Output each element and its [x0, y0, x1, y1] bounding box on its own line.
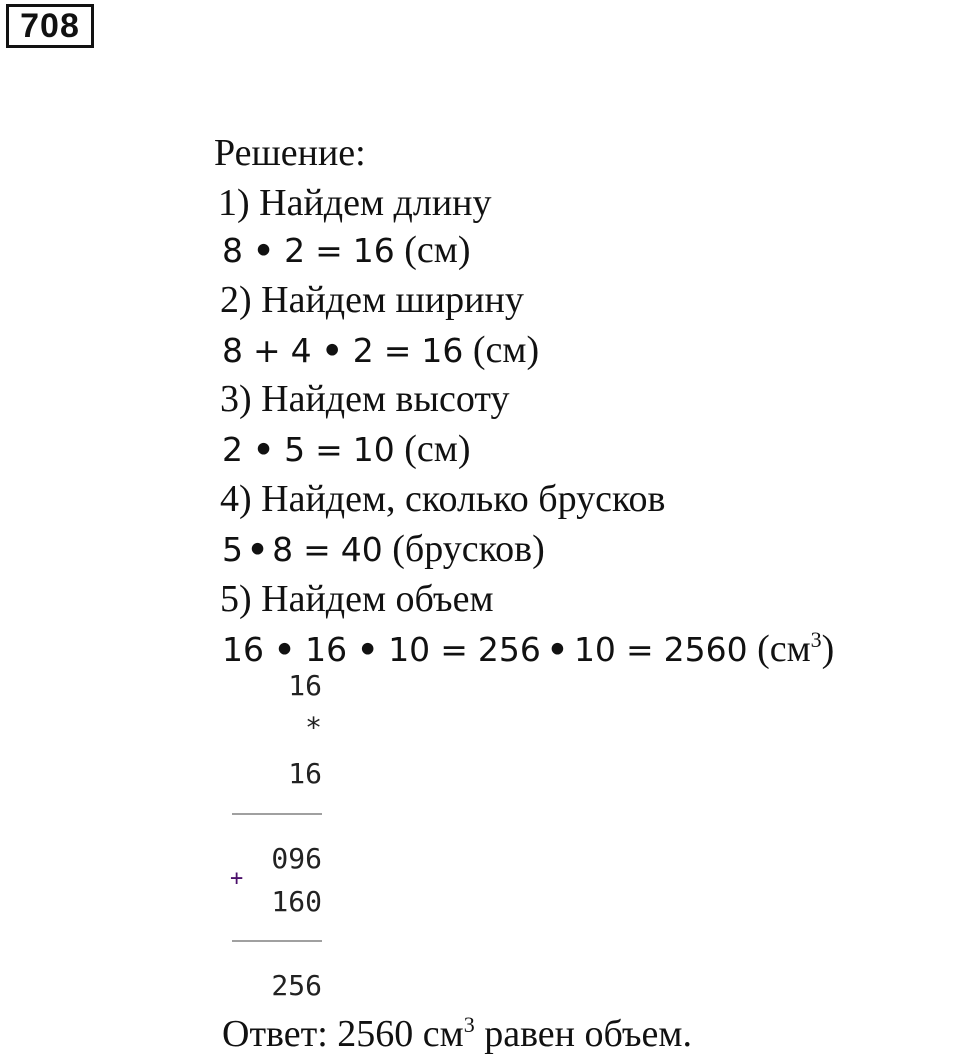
answer-suffix: равен объем. [474, 1013, 692, 1055]
step-3-term: 5 [284, 430, 306, 469]
step-5-term: 16 [305, 630, 348, 669]
column-result: 256 [271, 969, 322, 1002]
equals-sign: = [303, 530, 331, 569]
step-3-term: 2 [222, 430, 243, 469]
step-1-unit: (см) [404, 229, 471, 271]
column-partial-2: 160 [271, 885, 322, 918]
step-3-expression [222, 427, 470, 472]
step-3-result: 10 [352, 430, 395, 469]
step-5-title: 5) Найдем объем [220, 578, 494, 620]
step-4-expression [222, 527, 545, 572]
step-2-result: 16 [421, 331, 464, 370]
multiply-dot-icon: • [253, 430, 275, 469]
step-5-result: 2560 [663, 630, 748, 669]
plus-sign: + [253, 331, 281, 370]
step-4-unit: (брусков) [392, 528, 545, 570]
multiply-dot-icon: • [321, 331, 343, 370]
column-factor-1: 16 [288, 669, 322, 702]
equals-sign: = [315, 231, 343, 270]
multiply-dot-icon: • [274, 630, 296, 669]
step-3-unit: (см) [404, 428, 471, 470]
multiply-dot-icon: • [247, 530, 269, 569]
column-partial-1: 096 [271, 842, 322, 875]
step-2-term: 8 [222, 331, 243, 370]
step-4-title: 4) Найдем, сколько брусков [220, 478, 666, 520]
step-5-expression [222, 627, 834, 672]
step-1-term: 2 [284, 231, 306, 270]
step-5-term: 16 [222, 630, 264, 669]
column-factor-2: 16 [288, 757, 322, 790]
step-2-title: 2) Найдем ширину [220, 279, 524, 321]
step-1-title: 1) Найдем длину [218, 182, 492, 224]
step-4-term: 8 [272, 530, 294, 569]
multiply-dot-icon: • [253, 231, 275, 270]
step-1-expression [222, 228, 470, 273]
multiply-dot-icon: • [546, 630, 568, 669]
answer-sup: 3 [463, 1012, 475, 1037]
answer-line [222, 1012, 692, 1056]
problem-number: 708 [20, 7, 80, 45]
step-5-term: 10 [573, 630, 616, 669]
step-4-term: 5 [222, 530, 243, 569]
step-2-expression [222, 328, 539, 373]
equals-sign: = [383, 331, 412, 370]
step-2-term: 2 [352, 331, 374, 370]
step-5-unit: $(см^3)$ [757, 627, 835, 670]
step-5-term: 256 [477, 630, 541, 669]
step-4-result: 40 [340, 530, 383, 569]
column-divider [232, 940, 322, 942]
column-plus-sign: + [230, 866, 244, 891]
step-5-term: 10 [388, 630, 431, 669]
step-3-title: 3) Найдем высоту [220, 378, 510, 420]
multiply-dot-icon: • [357, 630, 379, 669]
solution-heading: Решение: [214, 132, 366, 174]
answer-prefix: Ответ: 2560 см [222, 1013, 464, 1055]
column-operator: * [305, 711, 322, 744]
column-divider [232, 813, 322, 815]
step-2-unit: (см) [472, 329, 540, 371]
problem-number-box [6, 4, 94, 48]
equals-sign: = [625, 630, 654, 669]
equals-sign: = [440, 630, 468, 669]
equals-sign: = [315, 430, 343, 469]
step-2-term: 4 [290, 331, 312, 370]
step-1-term: 8 [222, 231, 243, 270]
step-1-result: 16 [352, 231, 395, 270]
